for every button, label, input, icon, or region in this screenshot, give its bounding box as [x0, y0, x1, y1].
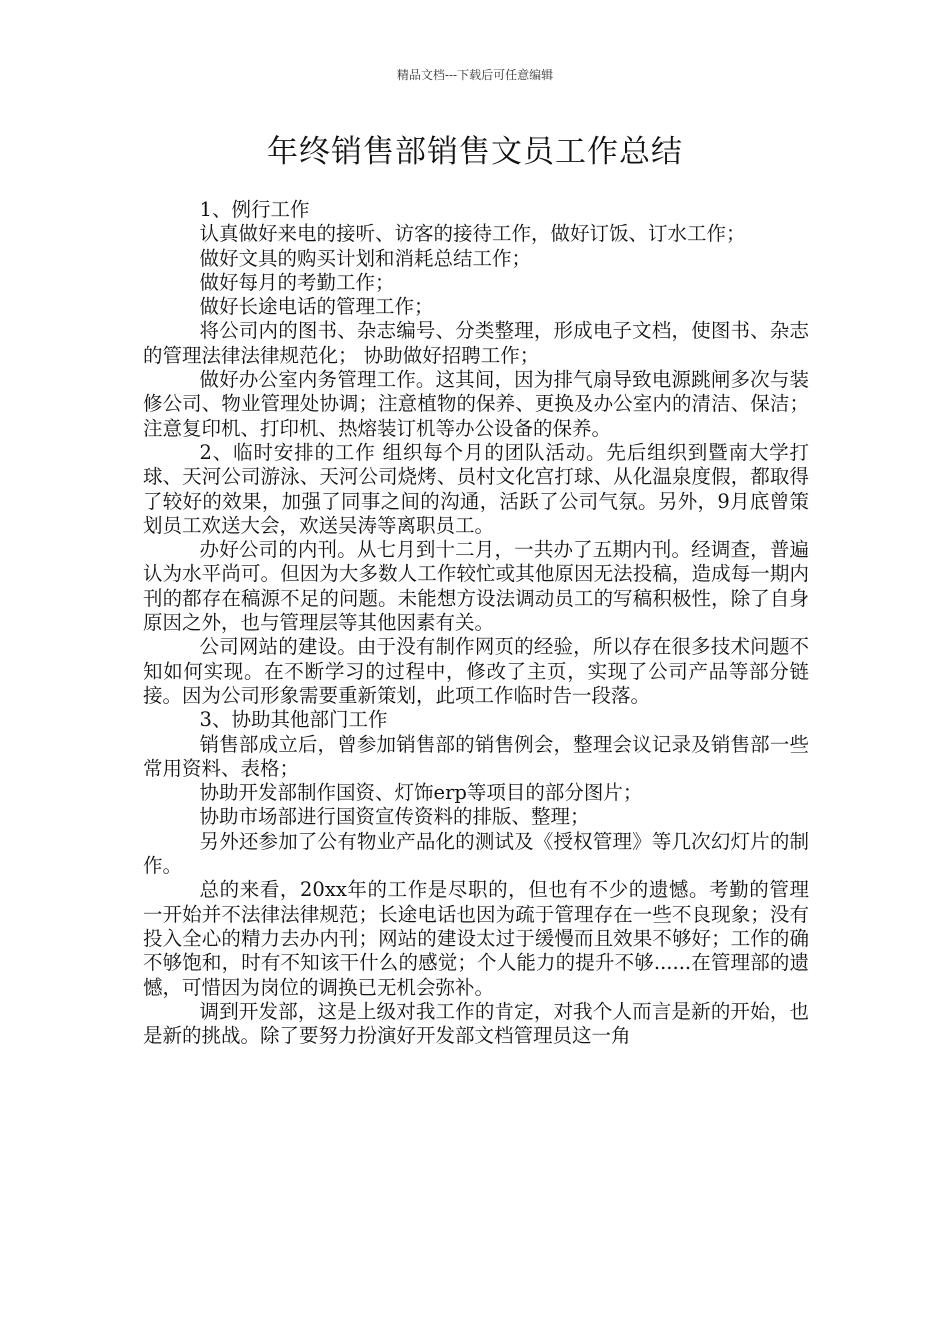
body-paragraph: 做好文具的购买计划和消耗总结工作； — [199, 246, 532, 270]
body-paragraph: 做好长途电话的管理工作； — [199, 295, 434, 319]
body-paragraph: 销售部成立后，曾参加销售部的销售例会，整理会议记录及销售部一些常用资料、表格； — [143, 732, 809, 780]
body-paragraph: 总的来看，20xx年的工作是尽职的，但也有不少的遗憾。考勤的管理一开始并不法律法律规范；长途电话也因为疏于管理存在一些不良现象；没有投入全心的精力去办内刊；网站的建设太过于缓慢而且效果不够好；工作的确不够饱和，时有不知该干什么的感觉；个人能力的提升不够......在管理部的遗憾，可惜因为岗位的调换已无机会弥补。 — [143, 878, 809, 999]
body-paragraph: 办好公司的内刊。从七月到十二月，一共办了五期内刊。经调查，普遍认为水平尚可。但因为大多数人工作较忙或其他原因无法投稿，造成每一期内刊的都存在稿源不足的问题。未能想方设法调动员工的写稿积极性，除了自身原因之外，也与管理层等其他因素有关。 — [143, 538, 809, 635]
body-paragraph: 另外还参加了公有物业产品化的测试及《授权管理》等几次幻灯片的制作。 — [143, 829, 809, 878]
body-paragraph: 协助开发部制作国资、灯饰erp等项目的部分图片； — [199, 781, 643, 805]
document-body — [143, 198, 809, 1048]
page-header-note: 精品文档---下载后可任意编辑 — [396, 68, 554, 82]
document-title: 年终销售部销售文员工作总结 — [267, 134, 683, 170]
body-paragraph: 认真做好来电的接听、访客的接待工作，做好订饭、订水工作； — [199, 222, 746, 246]
body-paragraph: 做好办公室内务管理工作。这其间，因为排气扇导致电源跳闸多次与装修公司、物业管理处协调；注意植物的保养、更换及办公室内的清洁、保洁；注意复印机、打印机、热熔装订机等办公设备的保养。 — [143, 368, 809, 440]
body-paragraph: 调到开发部，这是上级对我工作的肯定，对我个人而言是新的开始，也是新的挑战。除了要努力扮演好开发部文档管理员这一角 — [143, 999, 809, 1048]
body-paragraph: 将公司内的图书、杂志编号、分类整理，形成电子文档，使图书、杂志的管理法律法律规范化； 协助做好招聘工作； — [143, 319, 809, 367]
body-paragraph: 做好每月的考勤工作； — [199, 270, 395, 294]
section-heading-temporary-work: 2、临时安排的工作 组织每个月的团队活动。先后组织到暨南大学打球、天河公司游泳、天河公司烧烤、员村文化宫打球、从化温泉度假，都取得了较好的效果，加强了同事之间的沟通，活跃了公司气氛。另外，9月底曾策划员工欢送大会，欢送吴涛等离职员工。 — [143, 440, 809, 537]
body-paragraph: 公司网站的建设。由于没有制作网页的经验，所以存在很多技术问题不知如何实现。在不断学习的过程中，修改了主页，实现了公司产品等部分链接。因为公司形象需要重新策划，此项工作临时告一段落。 — [143, 635, 809, 707]
section-heading-assist-departments: 3、协助其他部门工作 — [199, 708, 388, 732]
section-heading-routine-work: 1、例行工作 — [199, 198, 310, 221]
body-paragraph: 协助市场部进行国资宣传资料的排版、整理； — [199, 805, 590, 829]
